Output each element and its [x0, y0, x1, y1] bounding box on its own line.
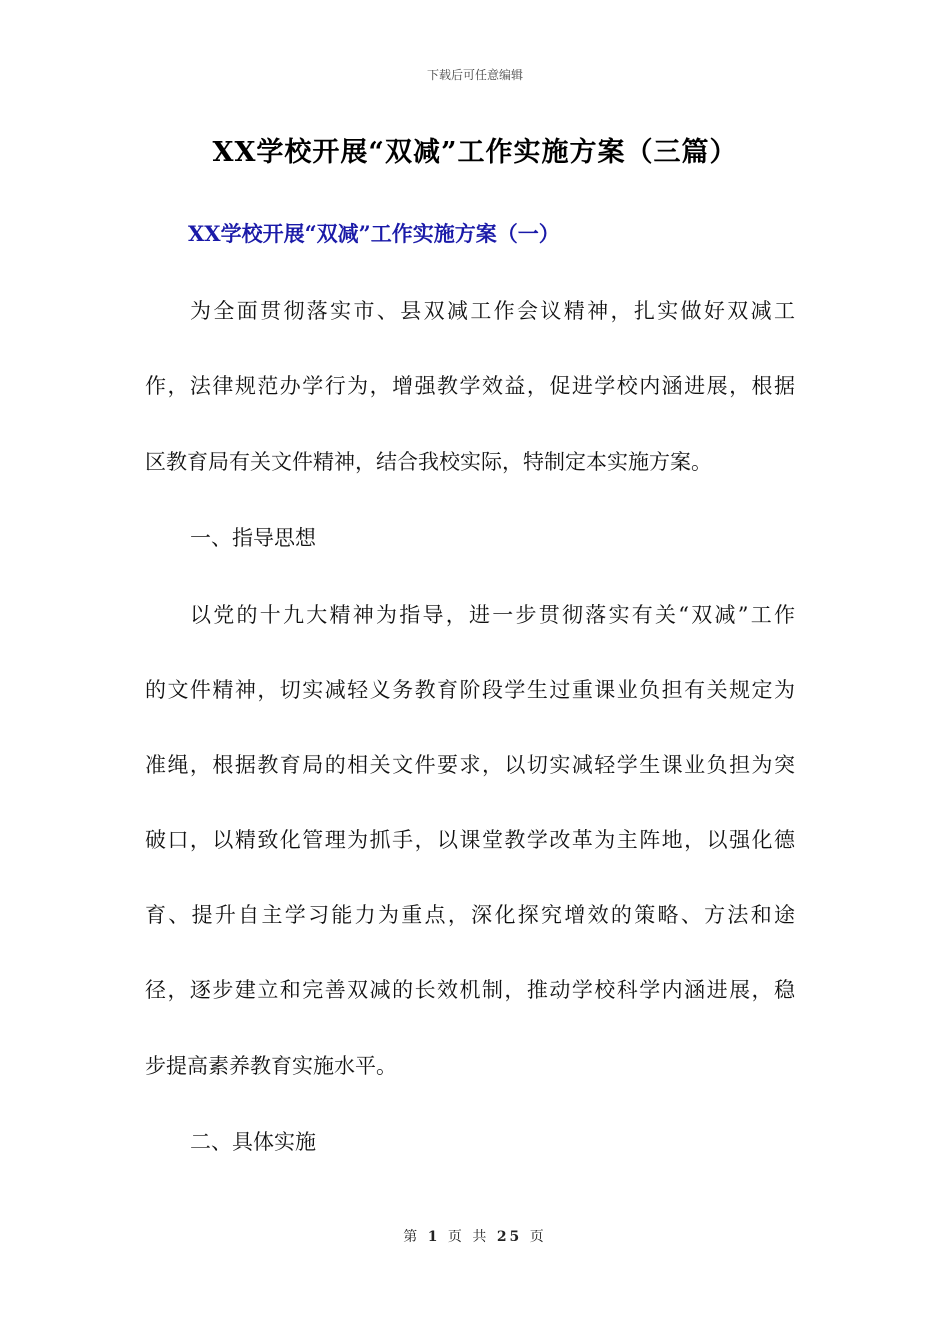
paragraph-line: 的文件精神，切实减轻义务教育阶段学生过重课业负担有关规定为: [145, 678, 795, 702]
paragraph-line: 为全面贯彻落实市、县双减工作会议精神，扎实做好双减工: [190, 299, 795, 323]
heading-guiding-ideology: 一、指导思想: [190, 526, 316, 550]
paragraph-line: 育、提升自主学习能力为重点，深化探究增效的策略、方法和途: [145, 903, 795, 927]
header-note: 下载后可任意编辑: [426, 68, 523, 82]
paragraph-line: 破口，以精致化管理为抓手，以课堂教学改革为主阵地，以强化德: [145, 828, 795, 852]
current-page-number: 1: [427, 1229, 441, 1245]
footer-prefix: 第: [403, 1229, 421, 1245]
paragraph-line: 作，法律规范办学行为，增强教学效益，促进学校内涵进展，根据: [145, 374, 795, 398]
heading-implementation: 二、具体实施: [190, 1130, 316, 1154]
document-title: XX学校开展“双减”工作实施方案（三篇）: [212, 137, 738, 168]
paragraph-line: 准绳，根据教育局的相关文件要求，以切实减轻学生课业负担为突: [145, 753, 795, 777]
page-footer: [0, 1226, 950, 1246]
footer-suffix: 页: [529, 1229, 547, 1245]
total-pages: 25: [496, 1229, 523, 1245]
footer-middle: 页 共: [447, 1229, 490, 1245]
paragraph-line: 径，逐步建立和完善双减的长效机制，推动学校科学内涵进展，稳: [145, 978, 795, 1002]
paragraph-line: 以党的十九大精神为指导，进一步贯彻落实有关“双减”工作: [190, 603, 795, 627]
section-title: XX学校开展“双减”工作实施方案（一）: [188, 221, 560, 246]
paragraph-line: 区教育局有关文件精神，结合我校实际，特制定本实施方案。: [145, 450, 712, 474]
paragraph-line: 步提高素养教育实施水平。: [145, 1054, 397, 1078]
